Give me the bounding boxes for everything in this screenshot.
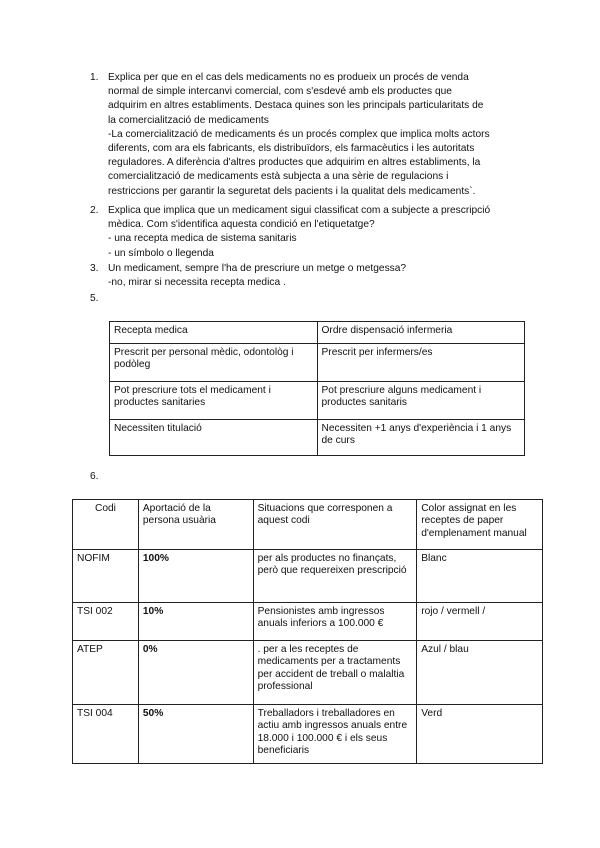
- table-cell: NOFIM: [73, 550, 139, 603]
- table-row: [110, 322, 525, 344]
- answer-text-line: -no, mirar si necessita recepta medica .: [108, 277, 286, 289]
- table-row: [110, 344, 525, 382]
- table-cell: 50%: [138, 705, 253, 764]
- table-header-cell: Aportació de la persona usuària: [138, 500, 253, 550]
- table-cell: ATEP: [73, 641, 139, 705]
- question-number: 5.: [90, 293, 99, 304]
- table-cell: Pot prescriure tots el medicament i productes sanitaries: [110, 382, 318, 420]
- question-text-line: mèdica. Com s'identifica aquesta condició en l'etiquetatge?: [108, 219, 375, 231]
- question-text-line: adquirim en altres establiments. Destaca quines son les principals particularitats de: [108, 100, 484, 112]
- table-row: [73, 705, 543, 764]
- prescription-codes-table: [72, 499, 543, 764]
- table-header-row: [73, 500, 543, 550]
- table-cell: 0%: [138, 641, 253, 705]
- table-cell: Azul / blau: [417, 641, 543, 705]
- table-cell: TSI 002: [73, 603, 139, 641]
- table-cell: Ordre dispensació infermeria: [317, 322, 525, 344]
- question-text-line: Explica que implica que un medicament sigui classificat com a subjecte a prescripció: [108, 205, 491, 216]
- answer-text-line: comercialització de medicaments està subjecta a una sèrie de regulacions i: [108, 171, 449, 183]
- answer-text-line: - una recepta medica de sistema sanitaris: [108, 233, 297, 245]
- table-cell: per als productes no finançats, però que requereixen prescripció: [253, 550, 417, 603]
- table-cell: Prescrit per personal mèdic, odontològ i podòleg: [110, 344, 318, 382]
- answer-text-line: -La comercialització de medicaments és un procés complex que implica molts actors: [108, 128, 490, 140]
- table-header-cell: Situacions que corresponen a aquest codi: [253, 500, 417, 550]
- answer-text-line: reguladores. A diferència d'altres productes que adquirim en altres establiments, la: [108, 157, 481, 169]
- question-number: 3.: [90, 263, 99, 274]
- table-cell: Blanc: [417, 550, 543, 603]
- answer-text-line: restriccions per garantir la seguretat dels pacients i la qualitat dels medicaments`.: [108, 185, 476, 197]
- question-number: 2.: [90, 205, 99, 216]
- answer-text-line: - un símbolo o llegenda: [108, 247, 214, 259]
- table-cell: Prescrit per infermers/es: [317, 344, 525, 382]
- table-cell: Pot prescriure alguns medicament i productes sanitaris: [317, 382, 525, 420]
- question-number: 6.: [90, 471, 99, 482]
- table-row: [73, 550, 543, 603]
- table-cell: Pensionistes amb ingressos anuals inferiors a 100.000 €: [253, 603, 417, 641]
- table-cell: Verd: [417, 705, 543, 764]
- table-row: [110, 420, 525, 456]
- table-row: [110, 382, 525, 420]
- table-cell: rojo / vermell /: [417, 603, 543, 641]
- table-row: [73, 641, 543, 705]
- table-cell: . per a les receptes de medicaments per a tractaments per accident de treball o malaltia professional: [253, 641, 417, 705]
- question-text-line: normal de simple intercanvi comercial, com s'esdevé amb els productes que: [108, 86, 452, 98]
- table-header-cell: Codi: [73, 500, 139, 550]
- table-header-cell: Color assignat en les receptes de paper d'emplenament manual: [417, 500, 543, 550]
- table-cell: Treballadors i treballadores en actiu amb ingressos anuals entre 18.000 i 100.000 € i els seus beneficiaris: [253, 705, 417, 764]
- table-cell: Necessiten titulació: [110, 420, 318, 456]
- question-number: 1.: [90, 72, 99, 83]
- table-cell: Recepta medica: [110, 322, 318, 344]
- table-row: [73, 603, 543, 641]
- question-text-line: Explica per que en el cas dels medicaments no es produeix un procés de venda: [108, 72, 469, 83]
- table-cell: 100%: [138, 550, 253, 603]
- question-text-line: Un medicament, sempre l'ha de prescriure un metge o metgessa?: [108, 263, 407, 274]
- question-text-line: la comercialització de medicaments: [108, 114, 269, 126]
- answer-text-line: diferents, com ara els fabricants, els distribuïdors, els farmacèutics i les autoritats: [108, 143, 475, 155]
- prescription-comparison-table: [109, 321, 525, 456]
- table-cell: 10%: [138, 603, 253, 641]
- table-cell: TSI 004: [73, 705, 139, 764]
- table-cell: Necessiten +1 anys d'experiència i 1 anys de curs: [317, 420, 525, 456]
